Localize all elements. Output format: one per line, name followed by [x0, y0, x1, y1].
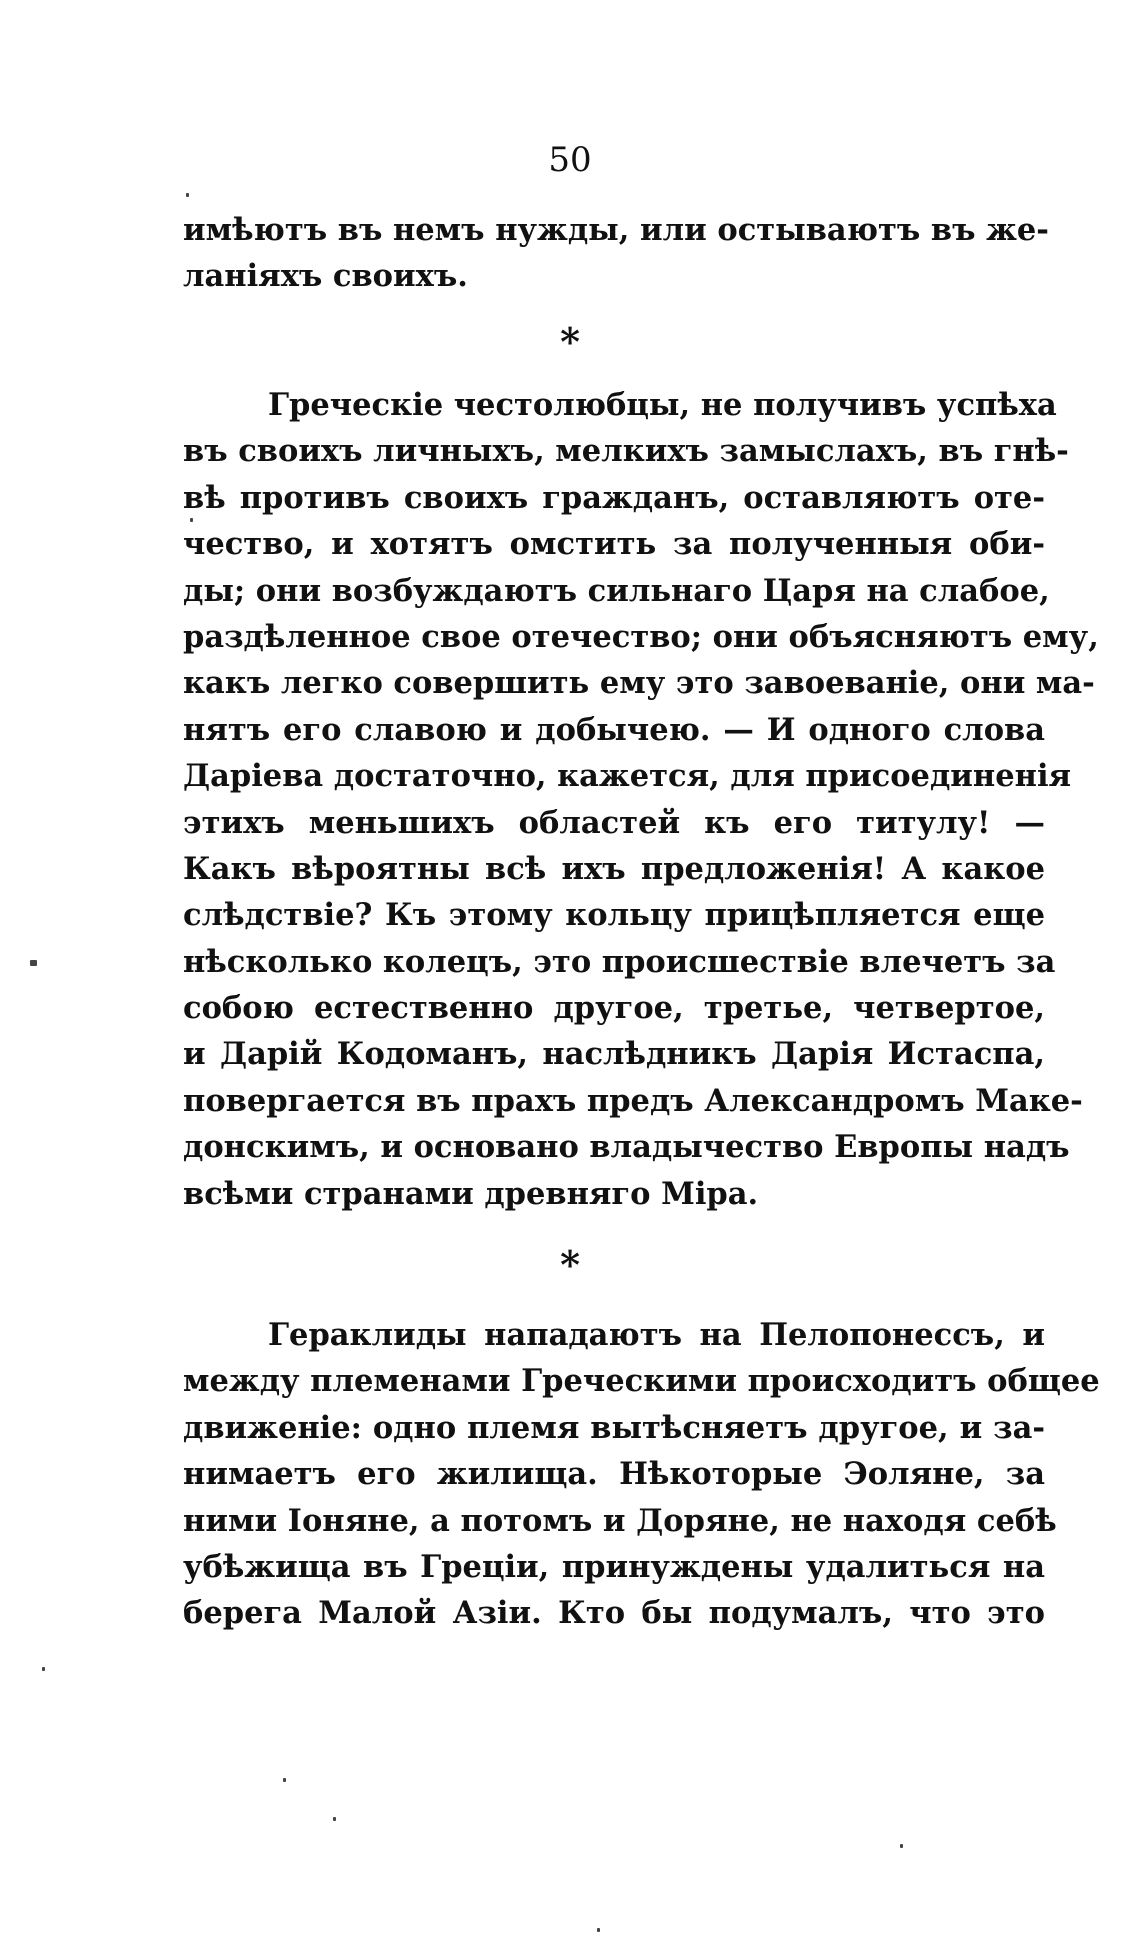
- asterisk-separator: *: [560, 319, 580, 364]
- text-line: какъ легко совершить ему это завоеваніе, они ма-: [183, 665, 1095, 702]
- text-line: между племенами Греческими происходитъ общее: [183, 1363, 1100, 1400]
- text-line: вѣ противъ своихъ гражданъ, оставляютъ оте-: [183, 479, 1045, 516]
- paragraph-heraclides: [183, 1312, 1100, 1637]
- text-line: въ своихъ личныхъ, мелкихъ замыслахъ, въ гнѣ-: [183, 433, 1069, 470]
- text-line: Какъ вѣроятны всѣ ихъ предложенія! А какое: [183, 850, 1045, 887]
- text-line: имѣютъ въ немъ нужды, или остываютъ въ же-: [183, 212, 1049, 248]
- scan-speck: [283, 1778, 286, 1782]
- text-line: Даріева достаточно, кажется, для присоединенія: [183, 758, 1072, 795]
- text-line: этихъ меньшихъ областей къ его титулу! —: [183, 804, 1045, 841]
- text-line: ды; они возбуждаютъ сильнаго Царя на слабое,: [183, 572, 1050, 609]
- scan-speck: [186, 193, 189, 197]
- text-line: ними Іоняне, а потомъ и Доряне, не находя себѣ: [183, 1502, 1057, 1539]
- scan-speck: [190, 518, 193, 522]
- text-line: нѣсколько колецъ, это происшествіе влечетъ за: [183, 943, 1056, 980]
- page-number: 50: [548, 140, 592, 180]
- text-line: и Дарій Кодоманъ, наслѣдникъ Дарія Истаспа,: [183, 1036, 1045, 1073]
- text-line: повергается въ прахъ предъ Александромъ Маке-: [183, 1082, 1083, 1119]
- text-line: чество, и хотятъ омстить за полученныя оби-: [183, 526, 1045, 563]
- scan-speck: [30, 960, 37, 966]
- text-line: собою естественно другое, третье, четвертое,: [183, 990, 1045, 1027]
- scan-speck: [333, 1817, 336, 1821]
- text-line: ланіяхъ своихъ.: [183, 258, 468, 295]
- text-line: нимаетъ его жилища. Нѣкоторые Эоляне, за: [183, 1456, 1045, 1493]
- text-line: нятъ его славою и добычею. — И одного слова: [183, 711, 1045, 748]
- scan-speck: [900, 1844, 903, 1848]
- text-line: берега Малой Азіи. Кто бы подумалъ, что это: [183, 1595, 1045, 1632]
- text-line: раздѣленное свое отечество; они объясняютъ ему,: [183, 618, 1099, 655]
- asterisk-separator: *: [560, 1242, 580, 1287]
- paragraph-continuation: [183, 207, 1049, 300]
- scan-speck: [42, 1667, 45, 1671]
- text-line: Гераклиды нападаютъ на Пелопонессъ, и: [268, 1317, 1045, 1353]
- scan-speck: [597, 1928, 600, 1932]
- text-line: всѣми странами древняго Міра.: [183, 1175, 759, 1212]
- text-line: слѣдствіе? Къ этому кольцу прицѣпляется еще: [183, 897, 1045, 934]
- text-line: донскимъ, и основано владычество Европы надъ: [183, 1129, 1070, 1166]
- paragraph-greek-ambitions: [183, 382, 1099, 1217]
- text-line: Греческіе честолюбцы, не получивъ успѣха: [268, 387, 1057, 423]
- text-line: движеніе: одно племя вытѣсняетъ другое, и за-: [183, 1409, 1045, 1446]
- text-line: убѣжища въ Греціи, принуждены удалиться на: [183, 1548, 1045, 1585]
